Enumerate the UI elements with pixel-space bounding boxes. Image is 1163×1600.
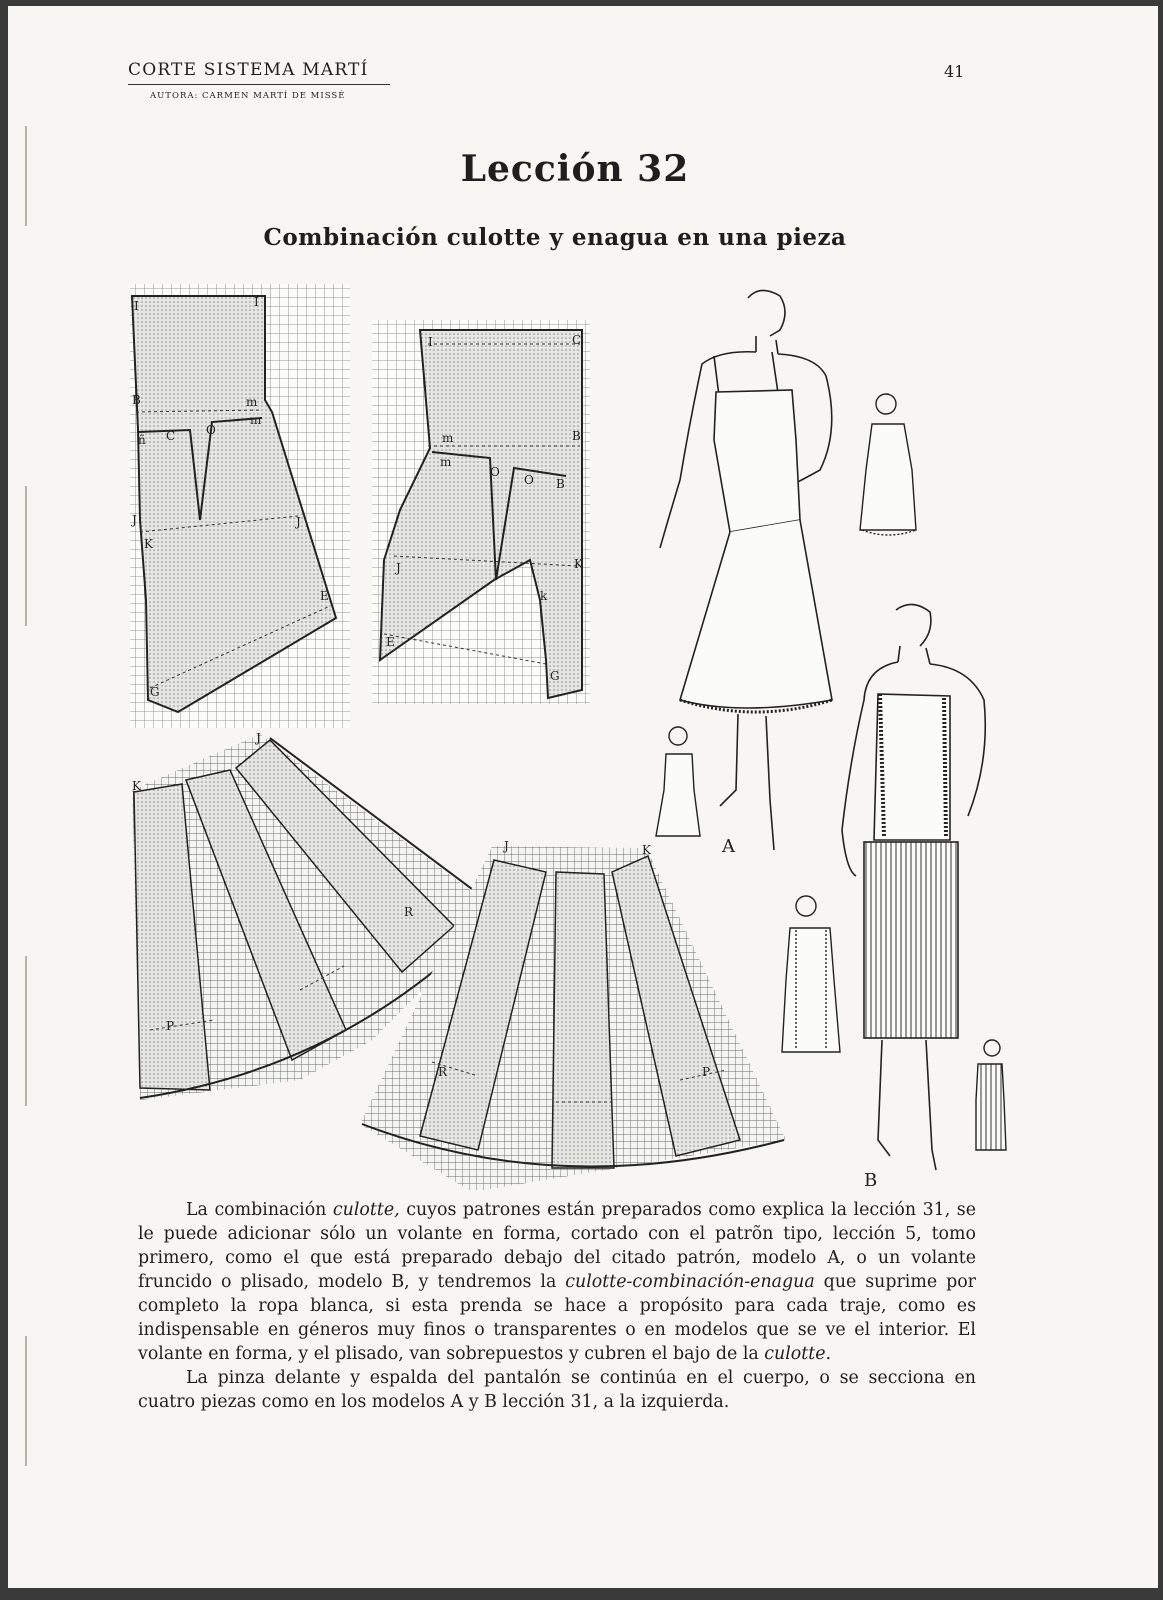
culotte-back-pattern (372, 320, 590, 704)
book-title: CORTE SISTEMA MARTÍ (128, 60, 390, 85)
pattern-label: O (490, 465, 500, 479)
pattern-label: I (428, 335, 433, 349)
pattern-label: E (320, 589, 329, 603)
author-line: AUTORA: CARMEN MARTÍ DE MISSÉ (150, 91, 346, 101)
pattern-label: J (132, 513, 137, 527)
pattern-label: G (150, 685, 160, 699)
pattern-label: R (404, 905, 414, 919)
pattern-label: O (524, 473, 534, 487)
model-b-figure (842, 604, 985, 1170)
pattern-label: J (504, 839, 509, 853)
pattern-label: K (132, 779, 141, 793)
pattern-label: E (386, 635, 395, 649)
pattern-label: I (134, 299, 139, 313)
pattern-label: R (438, 1065, 448, 1079)
pattern-label: J (396, 561, 401, 575)
pattern-label: J (256, 731, 261, 745)
pattern-label: B (132, 393, 141, 407)
model-b-thumbnail-culotte (782, 896, 840, 1052)
paragraph-2: La pinza delante y espalda del pantalón se continúa en el cuerpo, o se secciona en cuatro piezas como en los modelos A y B lección 31, a la izquierda. (138, 1368, 976, 1412)
model-a-thumbnail-back (656, 727, 700, 836)
pattern-label: K (144, 537, 153, 551)
pattern-label: K (642, 843, 651, 857)
pattern-label: G (550, 669, 560, 683)
pattern-label: C (166, 429, 176, 443)
pattern-label: J (296, 515, 301, 529)
lesson-title: Lección 32 (460, 148, 690, 190)
pattern-label: k (540, 589, 548, 603)
model-b-label: B (864, 1170, 878, 1190)
pattern-label: P (702, 1065, 711, 1079)
pattern-label: m (246, 395, 258, 409)
culotte-front-pattern (130, 284, 350, 728)
pattern-label: C (572, 333, 582, 347)
lesson-body-text (138, 1198, 976, 1414)
pattern-label: P (166, 1019, 175, 1033)
pattern-label: m (250, 413, 262, 427)
pattern-label: K (574, 557, 583, 571)
lesson-subtitle: Combinación culotte y enagua en una pieza (263, 224, 847, 251)
pattern-label: I (254, 295, 259, 309)
pattern-label: ñ (138, 433, 146, 447)
pattern-label: B (572, 429, 581, 443)
page-number: 41 (944, 62, 965, 81)
paragraph-1: La combinación culotte, cuyos patrones están preparados como explica la lección 31, se le puede adicionar sólo un volante en forma, cortado con el patrõn tipo, lección 5, tomo primero, como el que está preparado debajo del citado patrón, modelo A, o un volante fruncido o plisado, modelo B, y tendremos la culotte-combinación-enagua que suprime por completo la ropa blanca, si esta prenda se hace a propósito para cada traje, como es indispensable en géneros muy finos o transparentes o en modelos que se ve el interior. El volante en forma, y el plisado, van sobrepuestos y cubren el bajo de la culotte. (138, 1200, 976, 1364)
model-b-thumbnail-back (976, 1040, 1006, 1150)
pattern-label: m (442, 431, 454, 445)
model-a-thumbnail-culotte (860, 394, 916, 535)
pattern-label: m (440, 455, 452, 469)
pattern-label: O (206, 423, 216, 437)
pattern-label: B (556, 477, 565, 491)
model-a-label: A (722, 836, 735, 857)
